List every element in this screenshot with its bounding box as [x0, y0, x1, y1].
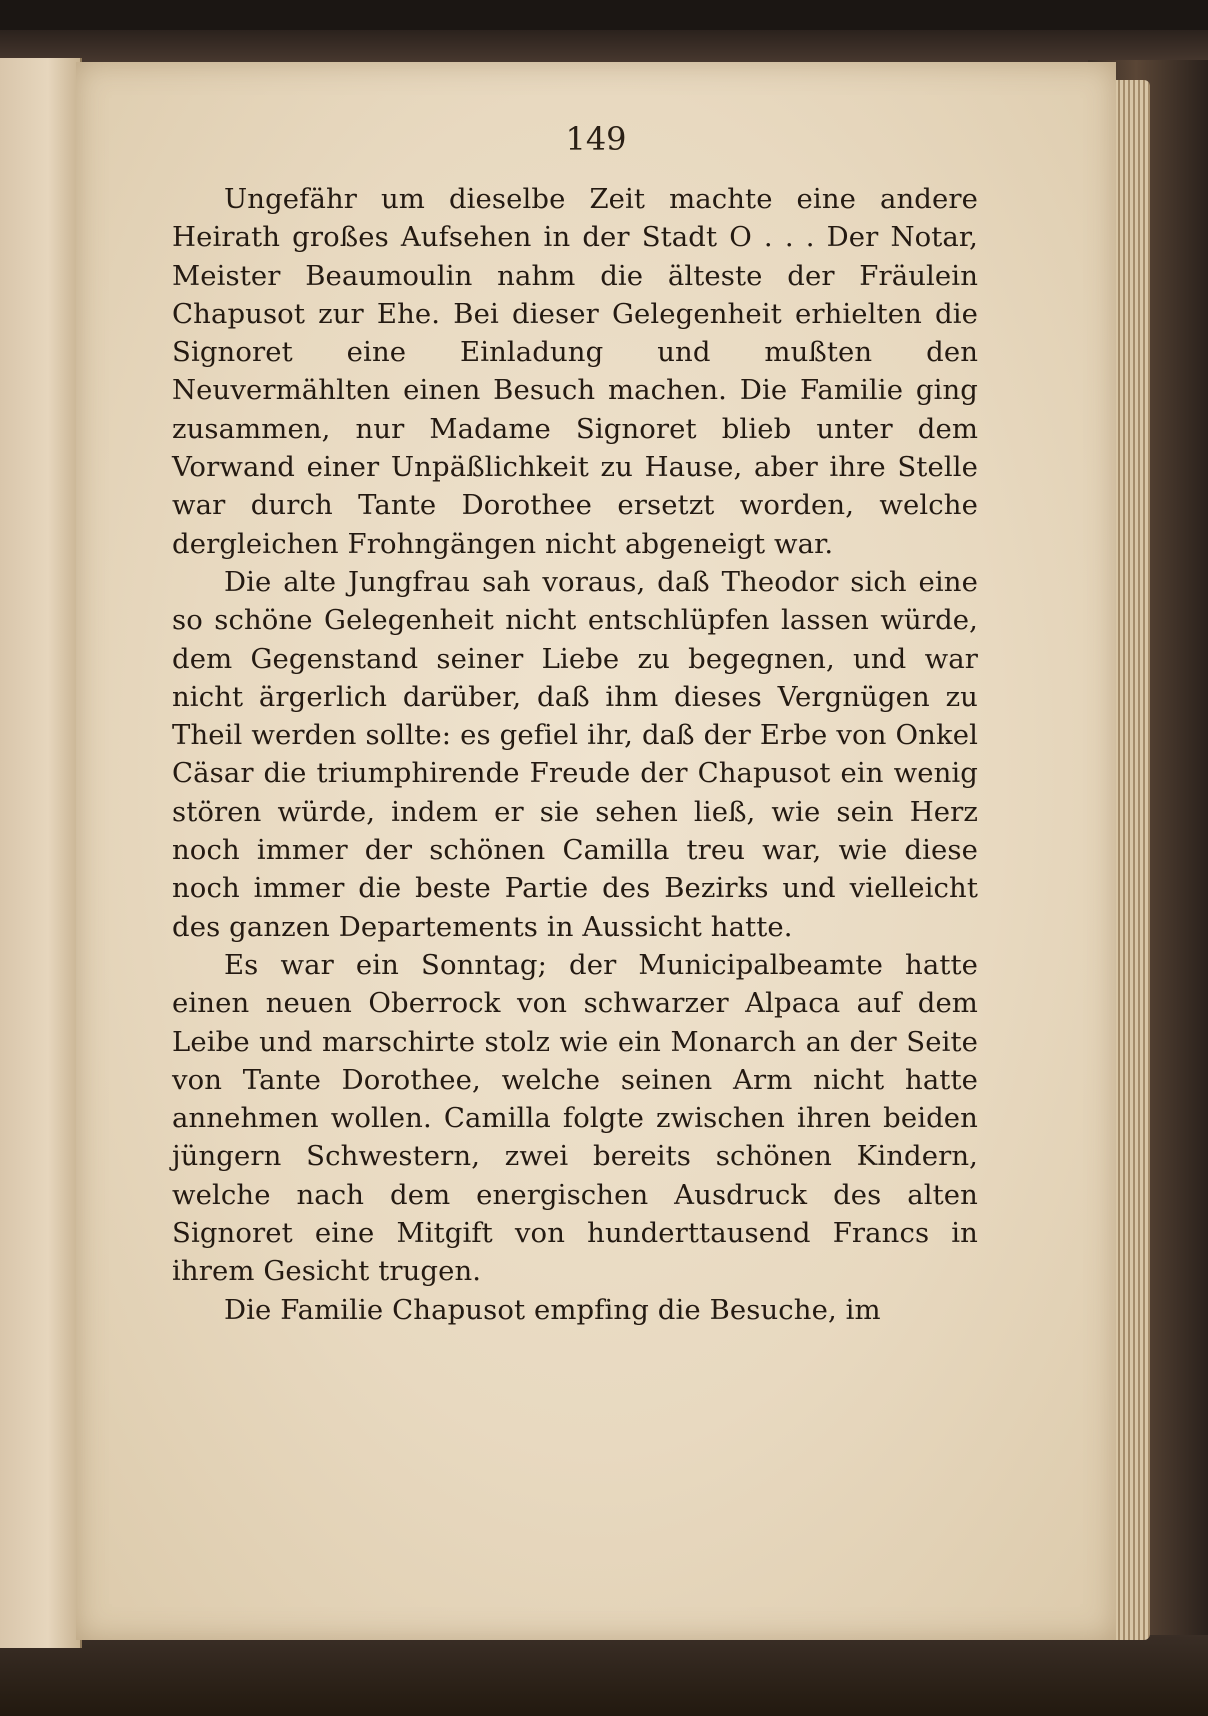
- page-number: 149: [565, 120, 627, 158]
- book-cover-bottom: [0, 1635, 1208, 1716]
- book-page: [76, 62, 1116, 1640]
- page-stack-edges: [1110, 80, 1150, 1640]
- paragraph-1: Ungefähr um dieselbe Zeit machte eine andere Heirath großes Aufsehen in der Stadt O . . . Der Notar, Meister Beaumoulin nahm die älteste der Fräulein Chapusot zur Ehe. Bei dieser Gelegenheit erhielten die Signoret eine Einladung und mußten den Neuvermählten einen Besuch machen. Die Familie ging zusammen, nur Madame Signoret blieb unter dem Vorwand einer Unpäßlichkeit zu Hause, aber ihre Stelle war durch Tante Dorothee ersetzt worden, welche dergleichen Frohngängen nicht abgeneigt war.: [172, 183, 978, 560]
- paragraph-3: Es war ein Sonntag; der Municipalbeamte hatte einen neuen Oberrock von schwarzer Alpaca auf dem Leibe und marschirte stolz wie ein Monarch an der Seite von Tante Dorothee, welche seinen Arm nicht hatte annehmen wollen. Camilla folgte zwischen ihren beiden jüngern Schwestern, zwei bereits schönen Kindern, welche nach dem energischen Ausdruck des alten Signoret eine Mitgift von hunderttausend Francs in ihrem Gesicht trugen.: [172, 948, 978, 1288]
- paragraph-2: Die alte Jungfrau sah voraus, daß Theodor sich eine so schöne Gelegenheit nicht entschlüpfen lassen würde, dem Gegenstand seiner Liebe zu begegnen, und war nicht ärgerlich darüber, daß ihm dieses Vergnügen zu Theil werden sollte: es gefiel ihr, daß der Erbe von Onkel Cäsar die triumphirende Freude der Chapusot ein wenig stören würde, indem er sie sehen ließ, wie sein Herz noch immer der schönen Camilla treu war, wie diese noch immer die beste Partie des Bezirks und vielleicht des ganzen Departements in Aussicht hatte.: [172, 565, 978, 943]
- body-text: [172, 180, 978, 1329]
- facing-page-edge: [0, 58, 82, 1648]
- paragraph-4: Die Familie Chapusot empfing die Besuche, im: [224, 1293, 881, 1326]
